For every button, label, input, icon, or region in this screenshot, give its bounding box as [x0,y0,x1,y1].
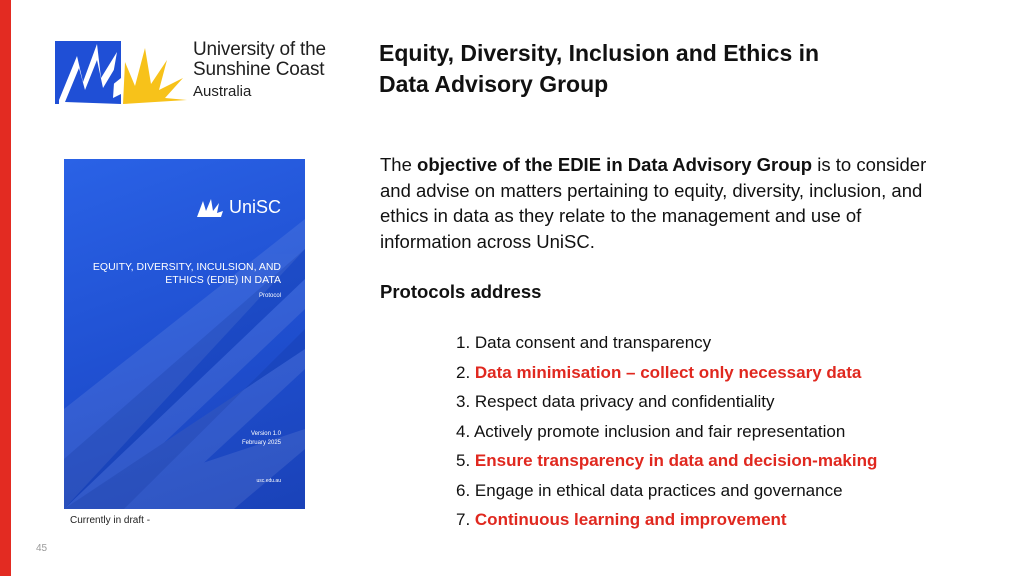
protocol-item [456,387,877,417]
protocol-text: Engage in ethical data practices and governance [474,480,843,500]
protocol-text: Data consent and transparency [474,333,712,352]
cover-document-title: EQUITY, DIVERSITY, INCULSION, AND ETHICS (EDIE) IN DATA [92,261,281,286]
protocol-cover-image [64,159,305,509]
title-line-2: Data Advisory Group [379,71,609,97]
protocol-number: 7. [456,510,475,529]
cover-website: usc.edu.au [256,478,281,484]
draft-caption: Currently in draft - [70,515,151,526]
protocol-text: Ensure transparency in data and decision-making [474,451,878,470]
unisc-mark-icon [197,199,223,217]
protocol-number: 6. [456,480,475,500]
cover-version-number: Version 1.0 [250,431,281,437]
protocol-text: Data minimisation – collect only necessary data [474,362,862,382]
cover-version-date: February 2025 [241,440,281,446]
left-accent-bar [0,0,11,576]
protocol-number: 2. [456,362,475,382]
cover-document-subtitle: Protocol [258,293,281,299]
protocols-heading: Protocols address [380,281,542,302]
protocols-list [456,328,877,535]
protocol-item [456,505,877,535]
cover-version [242,430,281,448]
protocol-number: 1. [456,333,475,352]
title-line-1: Equity, Diversity, Inclusion and Ethics in [379,40,820,66]
logo-line-3: Australia [193,82,252,100]
protocol-item [456,446,877,476]
objective-bold: objective of the EDIE in Data Advisory Group [417,154,813,175]
protocol-item [456,358,877,388]
protocol-item [456,476,877,506]
university-logo [55,38,335,108]
protocol-number: 5. [456,451,475,470]
protocol-text: Continuous learning and improvement [474,510,787,529]
logo-line-1: University of the [193,39,326,60]
sunburst-logo-icon [55,38,187,108]
protocol-number: 3. [456,392,475,411]
protocol-number: 4. [456,421,474,441]
cover-brand [197,197,281,218]
protocol-text: Actively promote inclusion and fair representation [473,421,846,441]
objective-prefix: The [380,154,418,175]
objective-suffix: is to consider and advise on matters pertaining to equity, diversity, inclusion, and ethics in data as they relate to the management and use of information across UniSC. [380,154,927,252]
logo-line-2: Sunshine Coast [193,58,325,80]
cover-brand-name: UniSC [228,197,281,217]
page-number: 45 [36,543,48,554]
protocol-text: Respect data privacy and confidentiality [474,392,775,411]
page-title [379,38,899,100]
protocol-item [456,417,877,447]
protocol-item [456,328,877,358]
objective-paragraph [380,152,940,254]
